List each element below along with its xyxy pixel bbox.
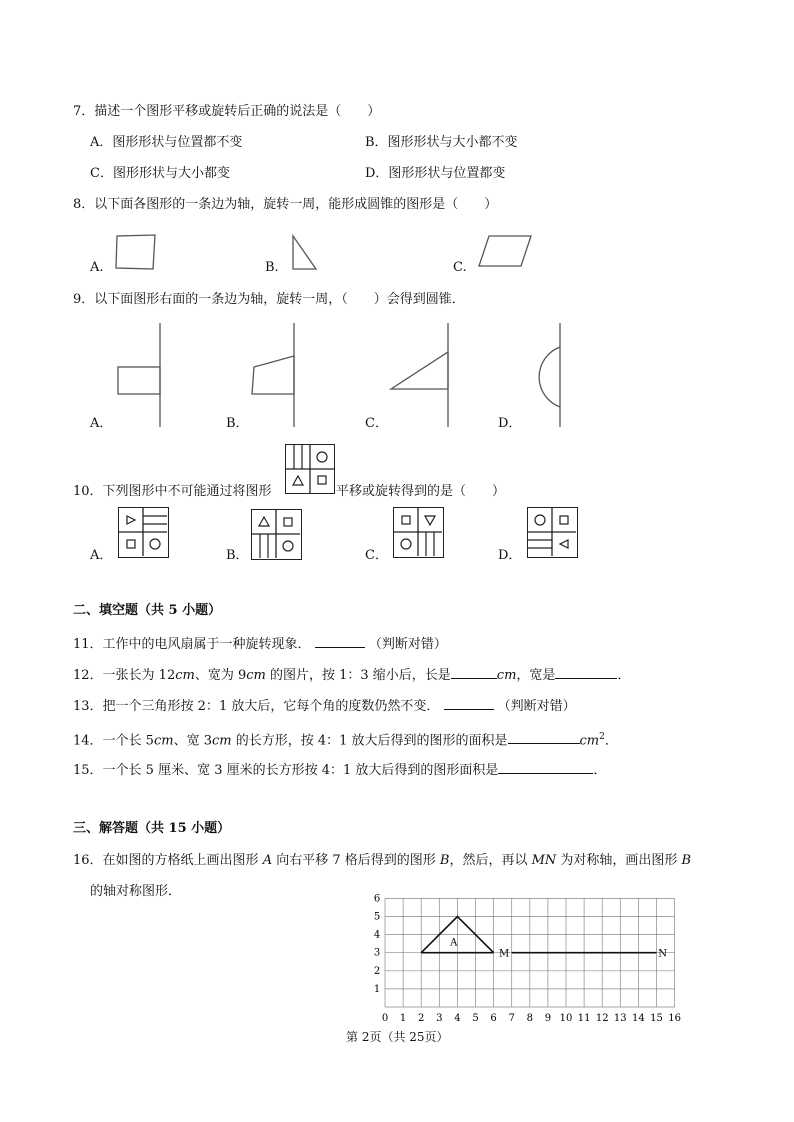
q10-figure-d xyxy=(527,507,578,558)
q9-stem: 9．以下面图形右面的一条边为轴，旋转一周，（ ）会得到圆锥． xyxy=(73,292,465,307)
q14-p4: ． xyxy=(604,733,618,749)
q7-stem: 7．描述一个图形平移或旋转后正确的说法是（ ） xyxy=(73,104,381,119)
q13-suffix: （判断对错） xyxy=(497,699,576,714)
q9-figure-c xyxy=(385,323,455,433)
q11-text: 11．工作中的电风扇属于一种旋转现象． xyxy=(73,637,311,652)
y-tick-label: 4 xyxy=(373,929,381,941)
q12-p2: 、宽为 9 xyxy=(194,668,247,683)
y-tick-label: 3 xyxy=(373,947,381,959)
q9-option-b[interactable]: B． xyxy=(226,416,249,431)
q7-option-b[interactable]: B．图形形状与大小都不变 xyxy=(365,135,518,150)
x-tick-label: 14 xyxy=(632,1013,645,1024)
q7-option-c[interactable]: C．图形形状与大小都变 xyxy=(90,166,230,181)
y-tick-label: 1 xyxy=(373,983,381,995)
q12-p4: ，宽是 xyxy=(516,668,556,683)
q16-var-a: A xyxy=(262,853,273,868)
q12 xyxy=(73,666,630,684)
y-tick-label: 2 xyxy=(373,965,381,977)
q11 xyxy=(73,635,447,653)
q13-text: 13．把一个三角形按 2：1 放大后，它每个角的度数仍然不变． xyxy=(73,699,440,714)
q14-p2: 、宽 3 xyxy=(173,733,212,749)
q11-suffix: （判断对错） xyxy=(368,637,447,652)
q9-option-a[interactable]: A． xyxy=(90,416,113,431)
x-tick-label: 8 xyxy=(526,1013,533,1024)
q10-stem-before: 10．下列图形中不可能通过将图形 xyxy=(73,484,272,499)
q8-square-figure xyxy=(114,232,158,272)
label-a: A xyxy=(450,937,458,949)
x-tick-label: 10 xyxy=(559,1013,573,1024)
coordinate-grid xyxy=(340,880,690,1024)
q12-unit-1: cm xyxy=(175,668,195,683)
x-tick-label: 11 xyxy=(577,1013,591,1024)
q8-parallelogram-figure xyxy=(478,234,534,270)
page-footer: 第 2页（共 25页） xyxy=(346,1030,449,1044)
q10-figure-c xyxy=(393,507,444,558)
q14-p3: 的长方形，按 4：1 放大后得到的图形的面积是 xyxy=(231,733,508,749)
section-3-title: 三、解答题（共 15 小题） xyxy=(73,821,231,836)
q11-answer-blank[interactable] xyxy=(315,635,365,648)
x-tick-label: 5 xyxy=(472,1013,479,1024)
q10-option-b[interactable]: B． xyxy=(226,548,249,563)
q15-answer-blank[interactable] xyxy=(498,761,593,774)
q9-figure-a xyxy=(110,323,170,433)
q15 xyxy=(73,761,606,779)
q15-end: ． xyxy=(593,763,607,778)
q12-p5: ． xyxy=(617,668,631,683)
q16-text-c: ，然后，再以 xyxy=(449,853,532,868)
q10-figure-b xyxy=(251,509,302,560)
x-tick-label: 4 xyxy=(454,1013,461,1024)
q9-option-c[interactable]: C． xyxy=(365,416,388,431)
q16-text-a: 16．在如图的方格纸上画出图形 xyxy=(73,853,263,868)
q10-option-c[interactable]: C． xyxy=(365,548,388,563)
q16-var-b2: B xyxy=(681,853,692,868)
label-n: N xyxy=(658,948,668,960)
x-tick-label: 3 xyxy=(436,1013,443,1024)
q7-option-d[interactable]: D．图形形状与位置都变 xyxy=(365,166,506,181)
q14 xyxy=(73,729,618,749)
q15-text: 15．一个长 5 厘米、宽 3 厘米的长方形按 4：1 放大后得到的图形面积是 xyxy=(73,763,499,778)
q9-figure-d xyxy=(520,323,580,433)
q14-p1: 14．一个长 5 xyxy=(73,733,154,749)
q8-option-c[interactable]: C. xyxy=(453,260,467,275)
q12-length-blank[interactable] xyxy=(451,666,497,679)
q8-triangle-figure xyxy=(290,234,320,274)
label-m: M xyxy=(499,948,510,960)
q10-option-a[interactable]: A． xyxy=(90,548,113,563)
y-tick-label: 5 xyxy=(373,911,381,923)
q10-option-d[interactable]: D． xyxy=(498,548,522,563)
x-tick-label: 7 xyxy=(508,1013,515,1024)
x-tick-label: 1 xyxy=(399,1013,407,1024)
q13-answer-blank[interactable] xyxy=(444,697,494,710)
q10-figure-a xyxy=(118,507,169,558)
q14-unit-2: cm xyxy=(211,733,232,749)
q12-p1: 12．一张长为 12 xyxy=(73,668,176,683)
q16-var-mn: MN xyxy=(531,853,557,868)
q10-reference-figure xyxy=(285,444,335,494)
x-tick-label: 2 xyxy=(418,1013,425,1024)
x-tick-label: 0 xyxy=(381,1013,389,1024)
y-tick-label: 6 xyxy=(373,893,381,905)
q12-width-blank[interactable] xyxy=(555,666,617,679)
grid-shape xyxy=(421,917,667,960)
q8-option-a[interactable]: A. xyxy=(90,260,104,275)
grid-tick-labels xyxy=(374,893,681,1024)
x-tick-label: 16 xyxy=(668,1013,681,1024)
q10-stem-after: 平移或旋转得到的是（ ） xyxy=(336,484,506,499)
q9-figure-b xyxy=(245,323,305,433)
q14-answer-blank[interactable] xyxy=(508,731,580,744)
q8-stem: 8．以下面各图形的一条边为轴，旋转一周，能形成圆锥的图形是（ ） xyxy=(73,197,498,212)
q12-unit-2: cm xyxy=(246,668,266,683)
q9-option-d[interactable]: D． xyxy=(498,416,522,431)
q13 xyxy=(73,697,576,715)
q16-var-b: B xyxy=(439,853,450,868)
x-tick-label: 13 xyxy=(613,1013,627,1024)
q12-p3: 的图片，按 1：3 缩小后，长是 xyxy=(265,668,451,683)
section-2-title: 二、填空题（共 5 小题） xyxy=(73,603,222,618)
x-tick-label: 12 xyxy=(595,1013,609,1024)
q14-unit-1: cm xyxy=(153,733,174,749)
q16-text-b: 向右平移 7 格后得到的图形 xyxy=(272,853,440,868)
x-tick-label: 15 xyxy=(650,1013,663,1024)
q16-line-1 xyxy=(73,853,691,869)
q16-text-d: 为对称轴，画出图形 xyxy=(556,853,682,868)
x-tick-label: 6 xyxy=(490,1013,497,1024)
q16-line-2: 的轴对称图形． xyxy=(90,884,182,899)
q8-option-b[interactable]: B. xyxy=(265,260,279,275)
q14-superscript: 2 xyxy=(599,732,605,742)
q14-unit-3: cm xyxy=(579,733,600,749)
q12-unit-3: cm xyxy=(496,668,517,683)
x-tick-label: 9 xyxy=(544,1013,552,1024)
q7-option-a[interactable]: A．图形形状与位置都不变 xyxy=(90,135,243,150)
